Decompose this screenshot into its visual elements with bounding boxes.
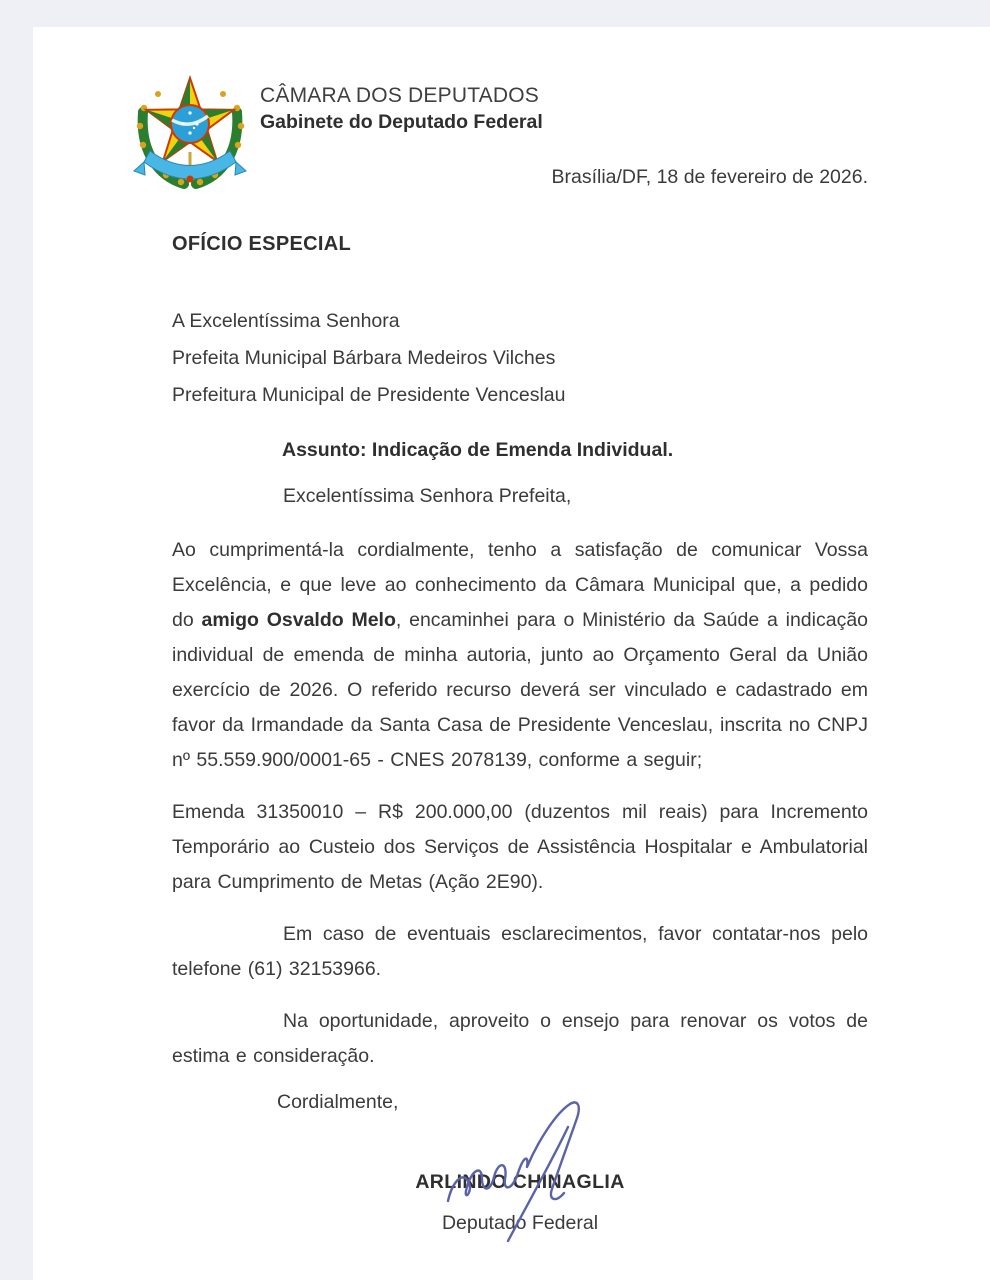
signature-block (370, 1171, 670, 1235)
closing: Cordialmente, (277, 1091, 399, 1113)
paragraph-1-text-before: Ao cumprimentá-la cordialmente, tenho a satisfação de comunicar Vossa Excelência, e que leve ao conhecimento da Câmara Municipal que, a pedido do (172, 539, 868, 631)
office-name: Gabinete do Deputado Federal (260, 111, 543, 133)
document-type-heading: OFÍCIO ESPECIAL (172, 233, 351, 255)
organization-name: CÂMARA DOS DEPUTADOS (260, 84, 539, 107)
signatory-name: ARLINDO CHINAGLIA (415, 1171, 625, 1193)
recipient-line-2: Prefeita Municipal Bárbara Medeiros Vilches (172, 347, 556, 369)
recipient-line-3: Prefeitura Municipal de Presidente Venceslau (172, 384, 566, 406)
subject-line: Assunto: Indicação de Emenda Individual. (282, 439, 674, 461)
letterhead (260, 82, 543, 135)
recipient-block (172, 303, 566, 414)
body-paragraph-3: Em caso de eventuais esclarecimentos, favor contatar-nos pelo telefone (61) 32153966. (172, 923, 868, 980)
date-line: Brasília/DF, 18 de fevereiro de 2026. (551, 166, 868, 188)
highlighted-name: amigo Osvaldo Melo (201, 609, 396, 631)
body-paragraph-1 (172, 533, 868, 778)
body-paragraph-2: Emenda 31350010 – R$ 200.000,00 (duzentos mil reais) para Incremento Temporário ao Custeio dos Serviços de Assistência Hospitalar e Ambulatorial para Cumprimento de Metas (Ação 2E90). (172, 801, 868, 893)
salutation: Excelentíssima Senhora Prefeita, (283, 485, 572, 507)
letter-body (172, 533, 868, 1235)
recipient-line-1: A Excelentíssima Senhora (172, 310, 400, 332)
body-paragraph-4: Na oportunidade, aproveito o ensejo para renovar os votos de estima e consideração. (172, 1010, 868, 1067)
letter-paper (33, 27, 990, 1280)
signatory-title: Deputado Federal (441, 1212, 599, 1234)
signature-ink (430, 1099, 640, 1249)
paragraph-1-text-after: , encaminhei para o Ministério da Saúde a indicação individual de emenda de minha autoria, junto ao Orçamento Geral da União exercício de 2026. O referido recurso deverá ser vinculado e cadastrado em favor da Irmandade da Santa Casa de Presidente Venceslau, inscrita no CNPJ nº 55.559.900/0001-65 - CNES 2078139, conforme a seguir; (172, 609, 869, 771)
